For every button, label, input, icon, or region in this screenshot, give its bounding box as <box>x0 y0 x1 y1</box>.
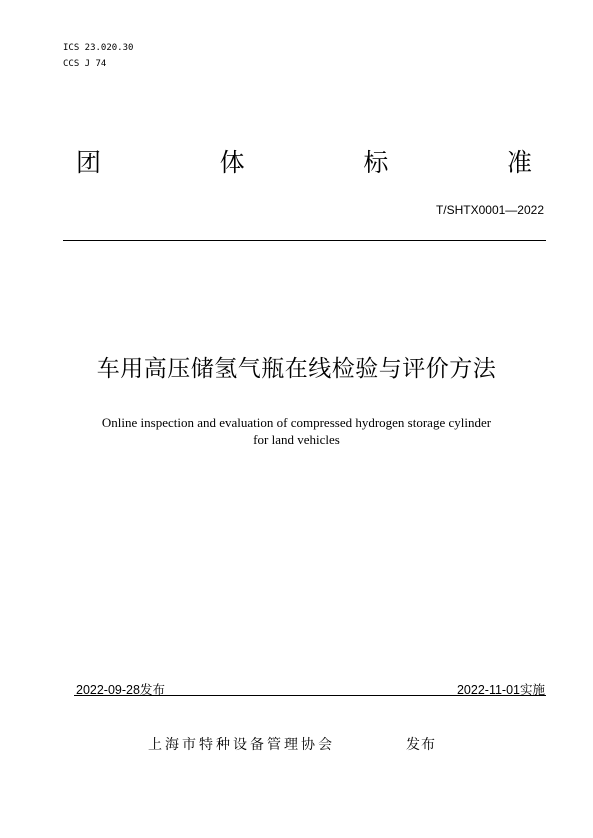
standard-type-char-1: 团 <box>76 148 102 177</box>
standard-type-heading <box>76 148 532 178</box>
bottom-divider <box>74 695 546 696</box>
ics-code: ICS 23.020.30 <box>63 43 134 53</box>
issue-label: 发布 <box>406 737 436 753</box>
classification-codes <box>63 40 133 72</box>
top-divider <box>63 240 546 241</box>
standard-type-char-2: 体 <box>219 148 245 177</box>
english-title-line-1: Online inspection and evaluation of compressed hydrogen storage cylinder <box>101 415 492 430</box>
standard-number: T/SHTX0001—2022 <box>435 203 544 217</box>
chinese-title: 车用高压储氢气瓶在线检验与评价方法 <box>96 356 497 382</box>
english-title <box>0 414 593 448</box>
issuer-name: 上海市特种设备管理协会 <box>148 737 335 753</box>
implement-date: 2022-11-01实施 <box>456 683 545 697</box>
standard-type-char-3: 标 <box>363 148 389 177</box>
english-title-line-2: for land vehicles <box>253 432 340 447</box>
standard-type-char-4: 准 <box>506 148 532 177</box>
ccs-code: CCS J 74 <box>63 59 107 69</box>
publish-date: 2022-09-28发布 <box>76 683 165 697</box>
